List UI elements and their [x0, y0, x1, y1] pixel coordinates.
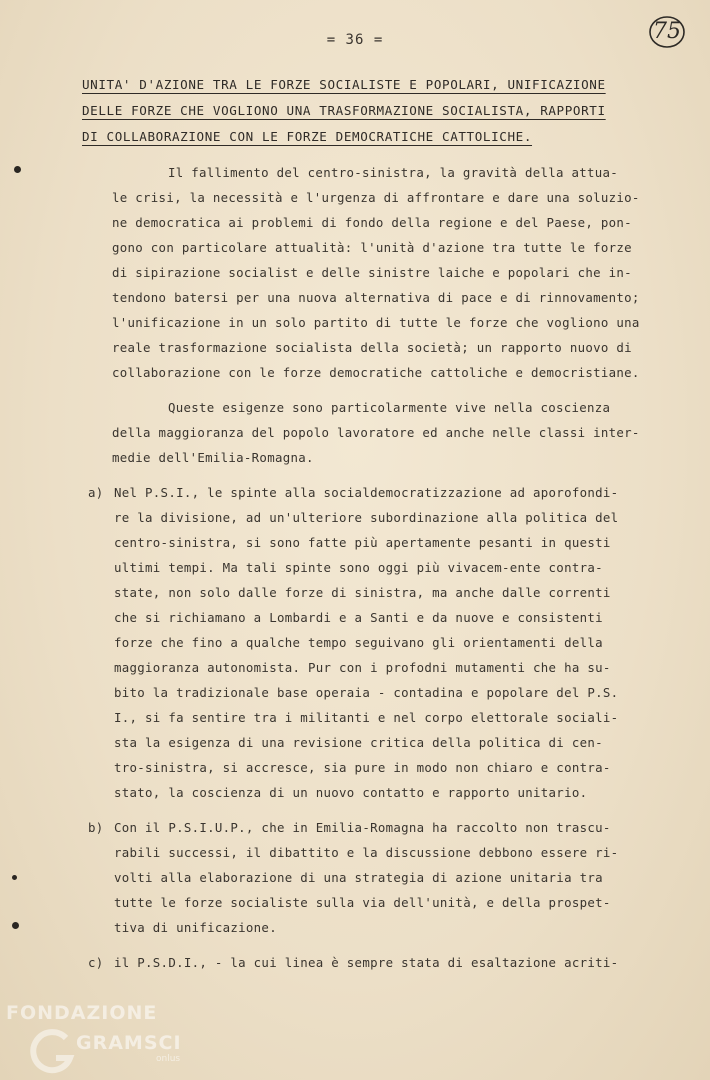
text-line: le crisi, la necessità e l'urgenza di affrontare e dare una soluzio-: [112, 190, 640, 205]
binder-hole-icon: [12, 922, 19, 929]
text-line: tutte le forze socialiste sulla via dell'unità, e della prospet-: [114, 895, 611, 910]
text-line: reale trasformazione socialista della società; un rapporto nuovo di: [112, 340, 632, 355]
list-item-label: a): [88, 485, 104, 500]
binder-hole-icon: [12, 875, 17, 880]
text-line: di sipirazione socialist e delle sinistre laiche e popolari che in-: [112, 265, 632, 280]
text-line: Con il P.S.I.U.P., che in Emilia-Romagna ha raccolto non trascu-: [114, 820, 611, 835]
text-line: l'unificazione in un solo partito di tutte le forze che vogliono una: [112, 315, 640, 330]
text-line: bito la tradizionale base operaia - contadina e popolare del P.S.: [114, 685, 619, 700]
text-line: Queste esigenze sono particolarmente vive nella coscienza: [168, 400, 611, 415]
paragraph-2: [112, 395, 672, 470]
title-line: DI COLLABORAZIONE CON LE FORZE DEMOCRATICHE CATTOLICHE.: [82, 129, 533, 144]
folio-number-text: 75: [653, 19, 681, 44]
text-line: tendono batersi per una nuova alternativa di pace e di rinnovamento;: [112, 290, 640, 305]
page-number: = 36 =: [326, 32, 384, 48]
text-line: Nel P.S.I., le spinte alla socialdemocratizzazione ad aporofondi-: [114, 485, 619, 500]
text-line: I., si fa sentire tra i militanti e nel corpo elettorale sociali-: [114, 710, 619, 725]
text-line: volti alla elaborazione di una strategia di azione unitaria tra: [114, 870, 603, 885]
text-line: Il fallimento del centro-sinistra, la gravità della attua-: [168, 165, 619, 180]
list-item-a: [88, 480, 672, 805]
text-line: centro-sinistra, si sono fatte più apertamente pesanti in questi: [114, 535, 611, 550]
list-item-label: b): [88, 820, 104, 835]
document-body: [88, 160, 672, 975]
list-item-label: c): [88, 955, 104, 970]
text-line: collaborazione con le forze democratiche cattoliche e democristiane.: [112, 365, 640, 380]
text-line: della maggioranza del popolo lavoratore ed anche nelle classi inter-: [112, 425, 640, 440]
gramsci-logo-icon: [28, 1028, 78, 1074]
list-item-b: [88, 815, 672, 940]
title-line: UNITA' D'AZIONE TRA LE FORZE SOCIALISTE E POPOLARI, UNIFICAZIONE: [82, 77, 606, 92]
text-line: tiva di unificazione.: [114, 920, 277, 935]
watermark-line-3: onlus: [156, 1054, 181, 1064]
watermark-line-2: GRAMSCI: [76, 1032, 182, 1054]
text-line: stato, la coscienza di un nuovo contatto e rapporto unitario.: [114, 785, 588, 800]
text-line: maggioranza autonomista. Pur con i profodni mutamenti che ha su-: [114, 660, 611, 675]
list-item-c: [88, 950, 672, 975]
text-line: rabili successi, il dibattito e la discussione debbono essere ri-: [114, 845, 619, 860]
text-line: sta la esigenza di una revisione critica della politica di cen-: [114, 735, 603, 750]
text-line: che si richiamano a Lombardi e a Santi e da nuove e consistenti: [114, 610, 603, 625]
text-line: re la divisione, ad un'ulteriore subordinazione alla politica del: [114, 510, 619, 525]
text-line: medie dell'Emilia-Romagna.: [112, 450, 314, 465]
binder-hole-icon: [14, 166, 21, 173]
folio-number: [647, 12, 687, 52]
text-line: il P.S.D.I., - la cui linea è sempre stata di esaltazione acriti-: [114, 955, 619, 970]
text-line: ne democratica ai problemi di fondo della regione e del Paese, pon-: [112, 215, 632, 230]
paragraph-1: [112, 160, 672, 385]
text-line: gono con particolare attualità: l'unità d'azione tra tutte le forze: [112, 240, 632, 255]
text-line: tro-sinistra, si accresce, sia pure in modo non chiaro e contra-: [114, 760, 611, 775]
section-title: [82, 72, 652, 150]
watermark-line-1: FONDAZIONE: [6, 1002, 158, 1024]
title-line: DELLE FORZE CHE VOGLIONO UNA TRASFORMAZIONE SOCIALISTA, RAPPORTI: [82, 103, 606, 118]
text-line: ultimi tempi. Ma tali spinte sono oggi più vivacem-ente contra-: [114, 560, 603, 575]
text-line: state, non solo dalle forze di sinistra, ma anche dalle correnti: [114, 585, 611, 600]
text-line: forze che fino a qualche tempo seguivano gli orientamenti della: [114, 635, 603, 650]
